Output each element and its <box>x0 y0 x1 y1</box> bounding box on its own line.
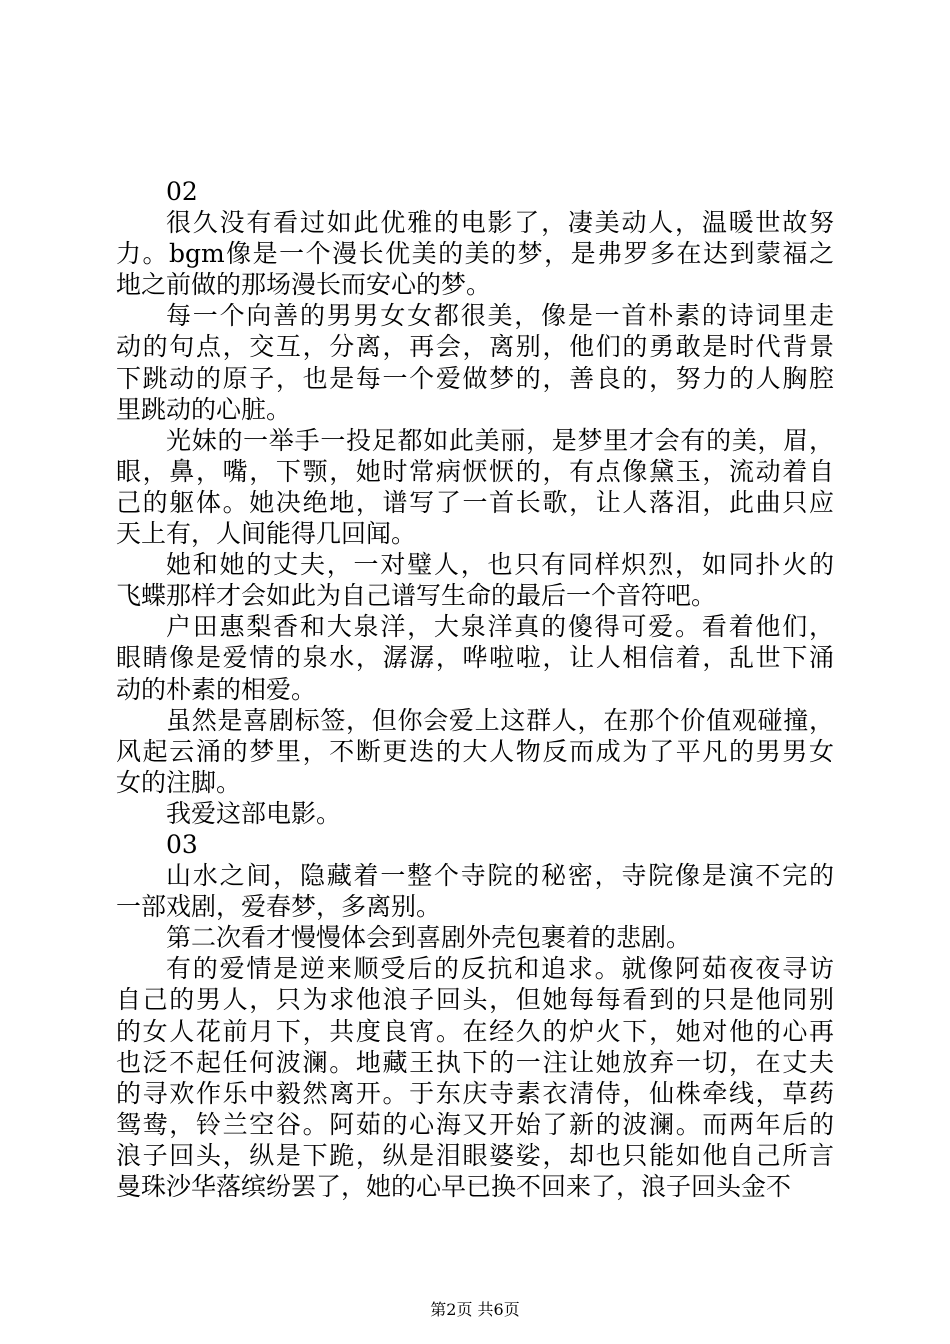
paragraph <box>116 798 834 829</box>
paragraph <box>116 829 834 860</box>
text-line: 也泛不起任何波澜。地藏王执下的一注让她放弃一切，在丈夫 <box>116 1047 834 1077</box>
text-line: 她和她的丈夫，一对璧人，也只有同样炽烈，如同扑火的 <box>166 550 834 580</box>
paragraph <box>116 176 834 207</box>
text-line: 虽然是喜剧标签，但你会爱上这群人，在那个价值观碰撞， <box>166 705 834 735</box>
text-line: 风起云涌的梦里，不断更迭的大人物反而成为了平凡的男男女 <box>116 736 834 766</box>
paragraph <box>116 860 834 922</box>
text-line: 很久没有看过如此优雅的电影了，凄美动人，温暖世故努 <box>166 208 834 238</box>
text-line: 地之前做的那场漫长而安心的梦。 <box>116 270 492 300</box>
document-body <box>116 176 834 1202</box>
text-line: 每一个向善的男男女女都很美，像是一首朴素的诗词里走 <box>166 301 834 331</box>
paragraph <box>116 922 834 953</box>
paragraph <box>116 300 834 424</box>
text-line: 的寻欢作乐中毅然离开。于东庆寺素衣清侍，仙株牵线，草药 <box>116 1078 834 1108</box>
text-line: 己的躯体。她决绝地，谱写了一首长歌，让人落泪，此曲只应 <box>116 487 834 517</box>
text-line: 03 <box>166 829 198 859</box>
paragraph <box>116 705 834 798</box>
text-line: 下跳动的原子，也是每一个爱做梦的，善良的，努力的人胸腔 <box>116 363 834 393</box>
text-line: 02 <box>166 177 198 206</box>
text-line: 我爱这部电影。 <box>166 798 342 828</box>
paragraph <box>116 953 834 1202</box>
text-line: 第二次看才慢慢体会到喜剧外壳包裹着的悲剧。 <box>166 923 692 953</box>
text-line: 里跳动的心脏。 <box>116 394 292 424</box>
text-line: 曼珠沙华落缤纷罢了，她的心早已换不回来了，浪子回头金不 <box>116 1172 792 1201</box>
text-line: 有的爱情是逆来顺受后的反抗和追求。就像阿茹夜夜寻访 <box>166 954 834 984</box>
text-line: 动的朴素的相爱。 <box>116 674 317 704</box>
text-line: 动的句点，交互，分离，再会，离别，他们的勇敢是时代背景 <box>116 332 834 362</box>
text-line: 户田惠梨香和大泉洋，大泉洋真的傻得可爱。看着他们， <box>166 612 834 642</box>
paragraph <box>116 611 834 704</box>
text-line: 浪子回头，纵是下跪，纵是泪眼婆娑，却也只能如他自己所言 <box>116 1140 834 1170</box>
text-line: 力。bgm像是一个漫长优美的美的梦，是弗罗多在达到蒙福之 <box>116 239 834 269</box>
text-line: 的女人花前月下，共度良宵。在经久的炉火下，她对他的心再 <box>116 1016 834 1046</box>
text-line: 眼，鼻，嘴，下颚，她时常病恹恹的，有点像黛玉，流动着自 <box>116 456 834 486</box>
text-line: 天上有，人间能得几回闻。 <box>116 519 417 549</box>
text-line: 自己的男人，只为求他浪子回头，但她每每看到的只是他同别 <box>116 985 834 1015</box>
paragraph <box>116 425 834 549</box>
paragraph <box>116 207 834 300</box>
text-line: 鸳鸯，铃兰空谷。阿茹的心海又开始了新的波澜。而两年后的 <box>116 1109 834 1139</box>
text-line: 山水之间，隐藏着一整个寺院的秘密，寺院像是演不完的 <box>166 861 834 891</box>
text-line: 女的注脚。 <box>116 767 242 797</box>
text-line: 一部戏剧，爱春梦，多离别。 <box>116 892 442 922</box>
text-line: 光妹的一举手一投足都如此美丽，是梦里才会有的美，眉， <box>166 425 834 455</box>
text-line: 眼睛像是爱情的泉水，潺潺，哗啦啦，让人相信着，乱世下涌 <box>116 643 834 673</box>
paragraph <box>116 549 834 611</box>
page-footer: 第2页 共6页 <box>430 1300 520 1319</box>
text-line: 飞蝶那样才会如此为自己谱写生命的最后一个音符吧。 <box>116 581 717 611</box>
